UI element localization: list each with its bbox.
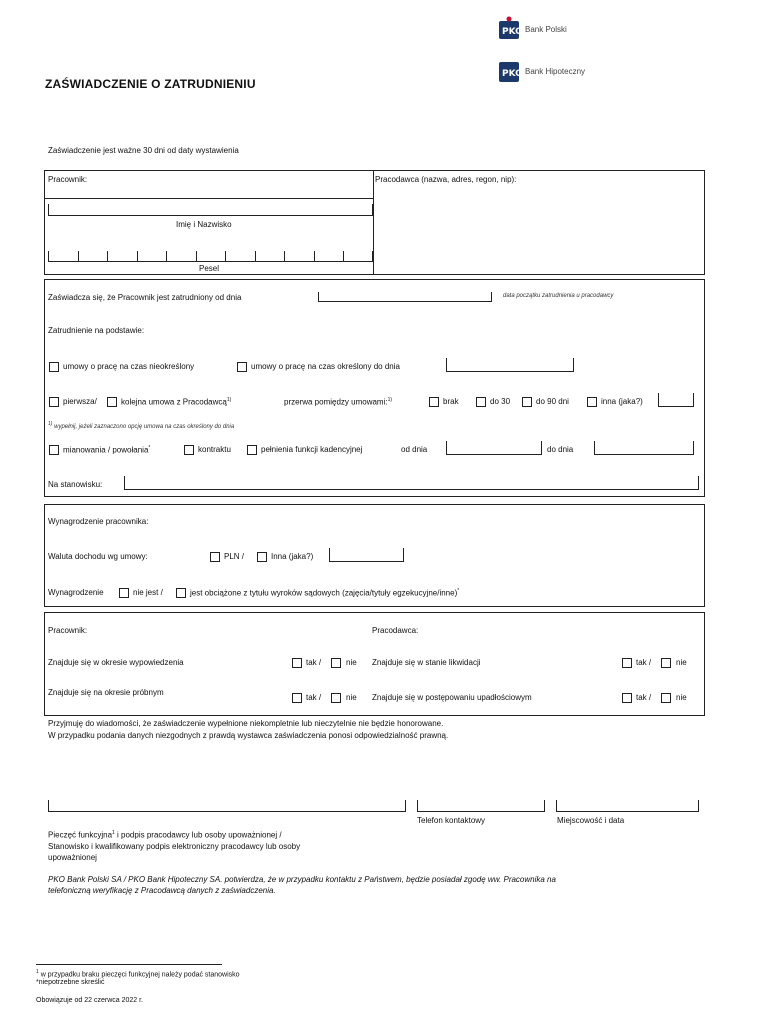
stamp-caption-line-3: upoważnionej: [48, 853, 97, 862]
footnote-1: [36, 969, 240, 978]
break-none-checkbox[interactable]: [429, 397, 439, 407]
signature-field[interactable]: [48, 800, 406, 812]
employee-name-field[interactable]: [48, 204, 373, 216]
pko-hipoteczny-logo-icon: [499, 60, 521, 82]
break-label: [284, 397, 392, 407]
indefinite-contract-checkbox[interactable]: [49, 362, 59, 372]
liquidation-yes-label: tak /: [636, 658, 652, 667]
bank-hipoteczny-label: Bank Hipoteczny: [525, 67, 586, 76]
break-other-checkbox[interactable]: [587, 397, 597, 407]
liquidation-no-label: nie: [676, 658, 687, 667]
employment-start-date-field[interactable]: [318, 292, 492, 302]
appointment-sup: *: [148, 445, 151, 451]
appointment-text: mianowania / powołania: [63, 445, 149, 455]
break-sup: 1): [387, 397, 393, 403]
footnote-contract-text: wypełnij, jeżeli zaznaczono opcję umowa na czas określony do dnia: [54, 424, 235, 430]
to-day-label: do dnia: [547, 445, 574, 454]
notice-yes-label: tak /: [306, 658, 322, 667]
appointment-checkbox[interactable]: [49, 445, 59, 455]
phone-field[interactable]: [417, 800, 545, 812]
cadence-label: pełnienia funkcji kadencyjnej: [261, 445, 363, 454]
to-date-field[interactable]: [594, 441, 694, 455]
section1-divider: [373, 170, 374, 275]
consent-line-1: PKO Bank Polski SA / PKO Bank Hipoteczny SA. potwierdza, że w przypadku kontaktu z Państwem, będzie posiadał zgodę ww. Pracownika na: [48, 875, 556, 884]
place-date-field[interactable]: [556, 800, 699, 812]
appointment-label: [63, 445, 150, 455]
stamp-caption-sup: 1: [112, 830, 115, 836]
notice-yes-checkbox[interactable]: [292, 658, 302, 668]
break-text: przerwa pomiędzy umowami:: [284, 397, 388, 407]
from-day-label: od dnia: [401, 445, 428, 454]
phone-caption: Telefon kontaktowy: [417, 816, 486, 825]
stamp-caption-line-2: Stanowisko i kwalifikowany podpis elektroniczny pracodawcy lub osoby: [48, 842, 301, 851]
encumbered-sup: *: [457, 588, 460, 594]
currency-other-label: Inna (jaka?): [271, 552, 314, 561]
employee-label: Pracownik:: [48, 175, 88, 184]
break-90-label: do 90 dni: [536, 397, 569, 406]
status-employer-label: Pracodawca:: [372, 626, 419, 635]
name-caption: Imię i Nazwisko: [176, 220, 232, 229]
definite-contract-label: umowy o pracę na czas określony do dnia: [251, 362, 400, 371]
notice-no-checkbox[interactable]: [331, 658, 341, 668]
pesel-caption: Pesel: [199, 264, 220, 273]
break-none-label: brak: [443, 397, 459, 406]
currency-other-field[interactable]: [329, 548, 404, 562]
liquidation-no-checkbox[interactable]: [661, 658, 671, 668]
trial-yes-checkbox[interactable]: [292, 693, 302, 703]
next-contract-text: kolejna umowa z Pracodawcą: [121, 397, 227, 407]
break-90-checkbox[interactable]: [522, 397, 532, 407]
currency-pln-label: PLN /: [224, 552, 245, 561]
pko-logo-icon: [499, 16, 521, 38]
from-date-field[interactable]: [446, 441, 542, 455]
document-title: ZAŚWIADCZENIE O ZATRUDNIENIU: [45, 77, 256, 91]
stamp-caption-a: Pieczęć funkcyjna: [48, 830, 113, 840]
not-encumbered-label: nie jest /: [133, 588, 163, 597]
notice-no-label: nie: [346, 658, 357, 667]
name-field-top: [44, 198, 373, 199]
trial-no-label: nie: [346, 693, 357, 702]
first-contract-label: pierwsza/: [63, 397, 97, 406]
valid-from-note: Obowiązuje od 22 czerwca 2022 r.: [36, 997, 144, 1004]
currency-label: Waluta dochodu wg umowy:: [48, 552, 148, 561]
footnote-1-sup: 1: [36, 969, 39, 975]
encumbered-checkbox[interactable]: [176, 588, 186, 598]
not-encumbered-checkbox[interactable]: [119, 588, 129, 598]
bankruptcy-yes-label: tak /: [636, 693, 652, 702]
position-label: Na stanowisku:: [48, 480, 103, 489]
validity-note: Zaświadczenie jest ważne 30 dni od daty wystawienia: [48, 146, 239, 155]
contract-label: kontraktu: [198, 445, 231, 454]
trial-yes-label: tak /: [306, 693, 322, 702]
stamp-caption-line-1: [48, 830, 282, 840]
stamp-caption-b: i podpis pracodawcy lub osoby upoważnionej /: [114, 830, 282, 840]
trial-no-checkbox[interactable]: [331, 693, 341, 703]
encumbered-text: jest obciążone z tytułu wyroków sądowych (zajęcia/tytuły egzekucyjne/inne): [190, 588, 458, 598]
bankruptcy-yes-checkbox[interactable]: [622, 693, 632, 703]
first-contract-checkbox[interactable]: [49, 397, 59, 407]
employment-since-hint: data początku zatrudnienia u pracodawcy: [503, 293, 614, 299]
footnote-contract-sup: 1): [48, 421, 53, 427]
basis-label: Zatrudnienie na podstawie:: [48, 326, 145, 335]
next-contract-sup: 1): [226, 397, 232, 403]
pesel-field[interactable]: [48, 249, 373, 262]
svg-text:PKO: PKO: [502, 69, 521, 79]
currency-pln-checkbox[interactable]: [210, 552, 220, 562]
definite-contract-checkbox[interactable]: [237, 362, 247, 372]
consent-line-2: telefoniczną weryfikację z Pracodawcą danych z zaświadczenia.: [48, 886, 276, 895]
indefinite-contract-label: umowy o pracę na czas nieokreślony: [63, 362, 195, 371]
next-contract-label: [121, 397, 231, 407]
status-employee-label: Pracownik:: [48, 626, 88, 635]
employer-label: Pracodawca (nazwa, adres, regon, nip):: [375, 175, 517, 184]
bank-polski-label: Bank Polski: [525, 25, 567, 34]
bankruptcy-label: Znajduje się w postępowaniu upadłościowym: [372, 693, 532, 702]
liquidation-yes-checkbox[interactable]: [622, 658, 632, 668]
footnote-contract: [48, 421, 234, 430]
bankruptcy-no-checkbox[interactable]: [661, 693, 671, 703]
salary-label: Wynagrodzenie pracownika:: [48, 517, 149, 526]
acknowledgement-line-1: Przyjmuję do wiadomości, że zaświadczenie wypełnione niekompletnie lub nieczytelnie nie będzie honorowane.: [48, 719, 444, 728]
liquidation-label: Znajduje się w stanie likwidacji: [372, 658, 481, 667]
definite-contract-end-field[interactable]: [446, 358, 574, 372]
svg-text:PKO: PKO: [502, 27, 521, 37]
break-other-field[interactable]: [658, 393, 694, 407]
footnote-divider: [36, 964, 222, 965]
place-date-caption: Miejscowość i data: [557, 816, 625, 825]
acknowledgement-line-2: W przypadku podania danych niezgodnych z prawdą wystawca zaświadczenia ponosi odpowiedzialność prawną.: [48, 731, 449, 740]
bankruptcy-no-label: nie: [676, 693, 687, 702]
footnote-1-text: w przypadku braku pieczęci funkcyjnej należy podać stanowisko: [38, 971, 240, 979]
break-other-label: inna (jaka?): [601, 397, 643, 406]
cadence-checkbox[interactable]: [247, 445, 257, 455]
position-field[interactable]: [124, 476, 699, 490]
employment-section: [44, 279, 705, 497]
currency-other-checkbox[interactable]: [257, 552, 267, 562]
break-30-checkbox[interactable]: [476, 397, 486, 407]
trial-period-label: Znajduje się na okresie próbnym: [48, 688, 164, 697]
footnote-2: *niepotrzebne skreślić: [36, 979, 105, 986]
employment-since-label: Zaświadcza się, że Pracownik jest zatrudniony od dnia: [48, 293, 242, 302]
next-contract-checkbox[interactable]: [107, 397, 117, 407]
break-30-label: do 30: [490, 397, 511, 406]
encumbered-label: [190, 588, 459, 598]
notice-period-label: Znajduje się w okresie wypowiedzenia: [48, 658, 184, 667]
contract-checkbox[interactable]: [184, 445, 194, 455]
salary-prefix-label: Wynagrodzenie: [48, 588, 104, 597]
